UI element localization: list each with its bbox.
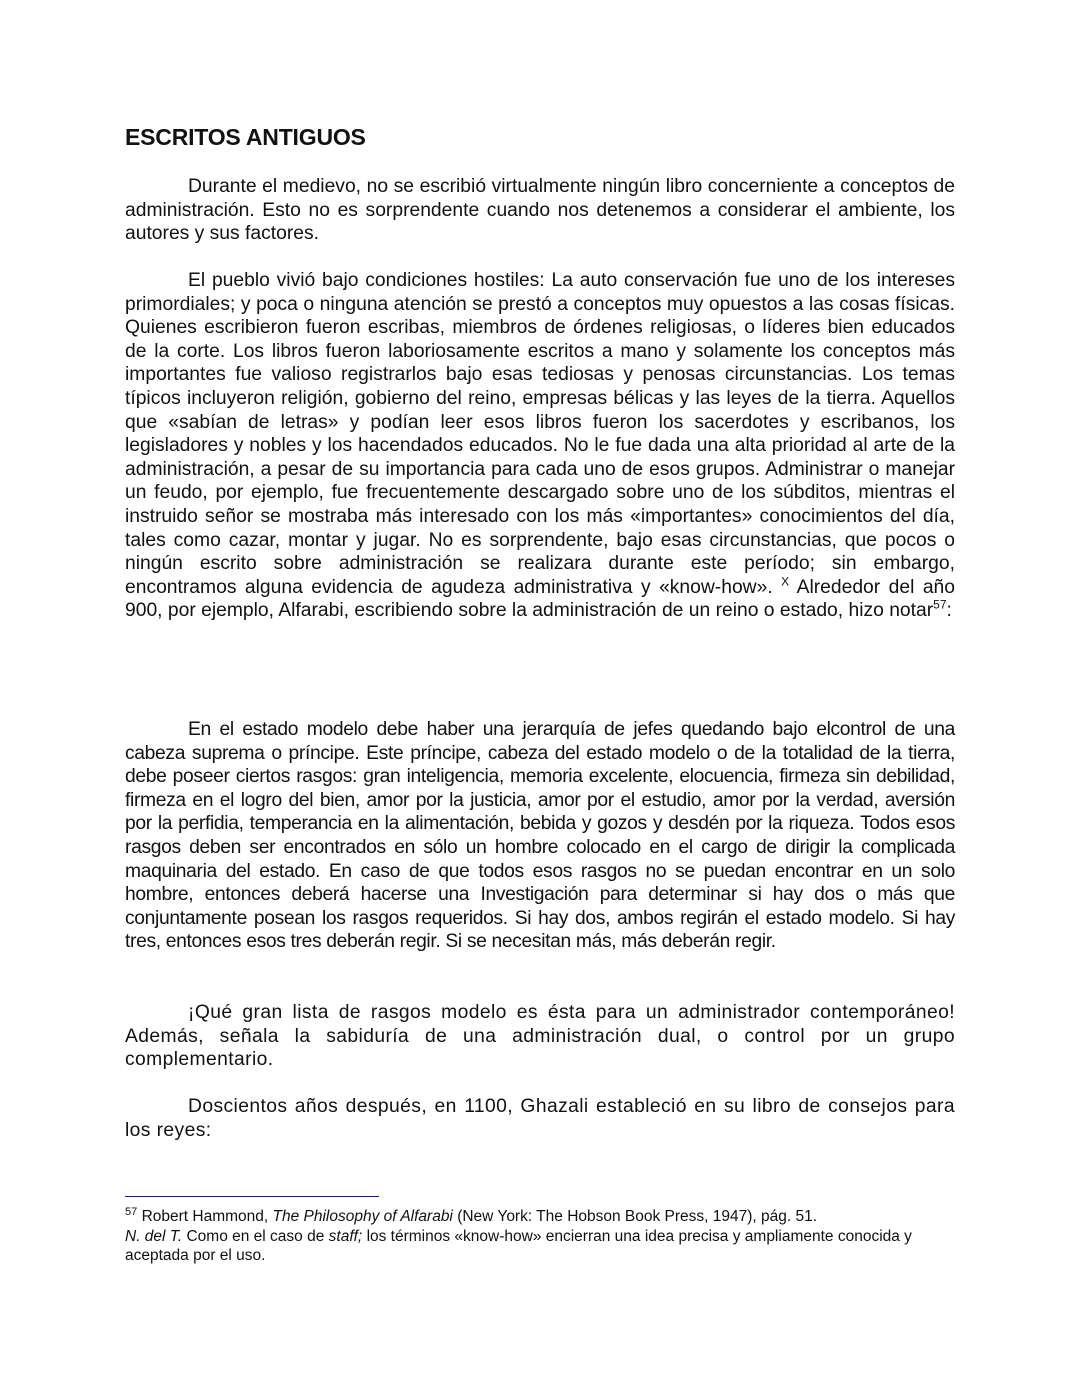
paragraph-3-text: ¡Qué gran lista de rasgos modelo es ésta para un administrador contemporáneo! Además, señala la sabiduría de una administración dual, o control por un grupo complementario.: [125, 1002, 955, 1071]
paragraph-4: [125, 1095, 955, 1142]
footnote-ref-57[interactable]: 57: [933, 597, 947, 612]
translator-note-label: N. del T.: [125, 1227, 183, 1245]
footnote-number: 57: [125, 1205, 138, 1218]
paragraph-2-text-cont: Alrededor del año 900, por ejemplo, Alfarabi, escribiendo sobre la administración de un reino o estado, hizo notar: [125, 576, 956, 622]
paragraph-3: [125, 1001, 955, 1072]
paragraph-1: [125, 175, 955, 246]
translator-note: N. del T. Como en el caso de staff; los términos «know-how» encierran una idea precisa y ampliamente conocida y aceptada por el uso.: [125, 1227, 912, 1264]
section-title: ESCRITOS ANTIGUOS: [125, 124, 366, 150]
block-quote-text: En el estado modelo debe haber una jerarquía de jefes quedando bajo elcontrol de una cabeza suprema o príncipe. Este príncipe, cabeza del estado modelo o de la totalidad de la tierra, debe poseer ciertos rasgos: gran inteligencia, memoria excelente, elocuencia, firmeza sin debilidad, firmeza en el logro del bien, amor por la justicia, amor por el estudio, amor por la verdad, aversión por la perfidia, temperancia en la alimentación, bebida y gozos y desdén por la riqueza. Todos esos rasgos deben ser encontrados en sólo un hombre colocado en el cargo de dirigir la complicada maquinaria del estado. En caso de que todos esos rasgos no se puedan encontrar en un solo hombre, entonces deberá hacerse una Investigación para determinar si hay dos o más que conjuntamente posean los rasgos requeridos. Si hay dos, ambos regirán el estado modelo. Si hay tres, entonces esos tres deberán regir. Si se necesitan más, más deberán regir.: [125, 719, 955, 953]
footnote-work-title: The Philosophy of Alfarabi: [272, 1208, 453, 1225]
translator-note-marker: X: [781, 574, 790, 589]
footnotes: [125, 1207, 955, 1266]
block-quote: [125, 718, 955, 954]
paragraph-4-text: Doscientos años después, en 1100, Ghazali estableció en su libro de consejos para los reyes:: [125, 1096, 955, 1141]
footnote-57: $^{57}$ Robert Hammond, The Philosophy of Alfarabi (New York: The Hobson Book Press, 1947), pág. 51.: [125, 1205, 818, 1225]
footnote-separator: [125, 1196, 379, 1197]
paragraph-1-text: Durante el medievo, no se escribió virtualmente ningún libro concerniente a conceptos de administración. Esto no es sorprendente cuando nos detenemos a considerar el ambiente, los autores y sus factores.: [125, 176, 955, 245]
paragraph-2-text: El pueblo vivió bajo condiciones hostiles: La auto conservación fue uno de los intereses primordiales; y poca o ninguna atención se prestó a conceptos muy opuestos a las cosas físicas. Quienes escribieron fueron escribas, miembros de órdenes religiosas, o líderes bien educados de la corte. Los libros fueron laboriosamente escritos a mano y solamente los conceptos más importantes fue valioso registrarlos bajo esas tediosas y penosas circunstancias. Los temas típicos incluyeron religión, gobierno del reino, empresas bélicas y las leyes de la tierra. Aquellos que «sabían de letras» y podían leer esos libros fueron los sacerdotes y escribanos, los legisladores y nobles y los hacendados educados. No le fue dada una alta prioridad al arte de la administración, a pesar de su importancia para cada uno de esos grupos. Administrar o manejar un feudo, por ejemplo, fue frecuentemente descargado sobre uno de los súbditos, mientras el instruido señor se mostraba más interesado con los más «importantes» conocimientos del día, tales como cazar, montar y jugar. No es sorprendente, bajo esas circunstancias, que pocos o ningún escrito sobre administración se realizara durante este período; sin embargo, encontramos alguna evidencia de agudeza administrativa y «know-how».: [125, 270, 955, 598]
paragraph-2: El pueblo vivió bajo condiciones hostiles: La auto conservación fue uno de los intereses primordiales; y poca o ninguna atención se prestó a conceptos muy opuestos a las cosas físicas. Quienes escribieron fueron escribas, miembros de órdenes religiosas, o líderes bien educados de la corte. Los libros fueron laboriosamente escritos a mano y solamente los conceptos más importantes fue valioso registrarlos bajo esas tediosas y penosas circunstancias. Los temas típicos incluyeron religión, gobierno del reino, empresas bélicas y las leyes de la tierra. Aquellos que «sabían de letras» y podían leer esos libros fueron los sacerdotes y escribanos, los legisladores y nobles y los hacendados educados. No le fue dada una alta prioridad al arte de la administración, a pesar de su importancia para cada uno de esos grupos. Administrar o manejar un feudo, por ejemplo, fue frecuentemente descargado sobre uno de los súbditos, mientras el instruido señor se mostraba más interesado con los más «importantes» conocimientos del día, tales como cazar, montar y jugar. No es sorprendente, bajo esas circunstancias, que pocos o ningún escrito sobre administración se realizara durante este período; sin embargo, encontramos alguna evidencia de agudeza administrativa y «know-how». $^X$ Alrededor del año 900, por ejemplo, Alfarabi, escribiendo sobre la administración de un reino o estado, hizo notar$^{57}$:: [125, 270, 956, 622]
